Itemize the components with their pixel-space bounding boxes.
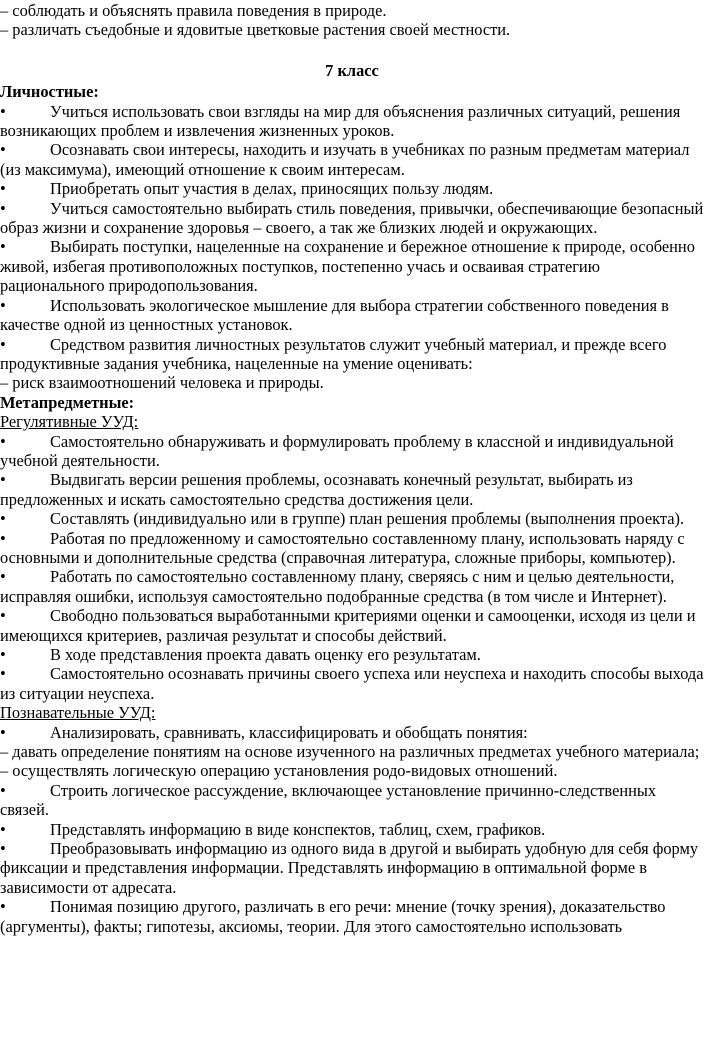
cognitive-heading: Познавательные УУД: [0,703,156,723]
bullet-icon: • [0,567,6,587]
list-item [0,897,704,936]
list-item [0,237,704,295]
bullet-icon: • [0,839,6,859]
dash-line: – давать определение понятиям на основе изученного на различных предметах учебного материала; [0,742,700,762]
bullet-icon: • [0,897,6,917]
list-item-text: Использовать экологическое мышление для выбора стратегии собственного поведения в качестве одной из ценностных установок. [0,295,669,335]
bullet-icon: • [0,664,6,684]
list-item-text: Анализировать, сравнивать, классифицировать и обобщать понятия: [50,722,528,742]
list-item [0,432,704,471]
list-item-text: Работая по предложенному и самостоятельно составленному плану, использовать наряду с основными и дополнительные средства (справочная литература, сложные приборы, компьютер). [0,528,685,567]
list-item [0,179,704,198]
bullet-icon: • [0,780,6,800]
list-item-text: Приобретать опыт участия в делах, приносящих пользу людям. [50,179,494,199]
list-item-text: Свободно пользоваться выработанными критериями оценки и самооценки, исходя из цели и имеющихся критериев, различая результат и способы действий. [0,606,696,645]
list-item-text: Учиться самостоятельно выбирать стиль поведения, привычки, обеспечивающие безопасный образ жизни и сохранение здоровья – своего, а так же близких людей и окружающих. [0,198,704,238]
bullet-icon: • [0,722,6,742]
list-item-text: Учиться использовать свои взгляды на мир для объяснения различных ситуаций, решения возникающих проблем и извлечения жизненных уроков. [0,101,681,141]
bullet-icon: • [0,528,6,548]
list-item [0,820,704,839]
intro-line: – различать съедобные и ядовитые цветковые растения своей местности. [0,20,511,40]
list-item-text: Составлять (индивидуально или в группе) план решения проблемы (выполнения проекта). [50,509,685,529]
list-item [0,199,704,238]
intro-line: – соблюдать и объяснять правила поведения в природе. [0,1,387,20]
list-item [0,645,704,664]
bullet-icon: • [0,295,6,315]
list-item-text: Средством развития личностных результатов служит учебный материал, и прежде всего продуктивные задания учебника, нацеленные на умение оценивать: [0,334,667,373]
list-item [0,664,704,703]
bullet-icon: • [0,431,6,451]
list-item-text: Самостоятельно осознавать причины своего успеха или неуспеха и находить способы выхода из ситуации неуспеха. [0,664,704,703]
personal-tail: – риск взаимоотношений человека и природы. [0,373,324,393]
list-item [0,781,704,820]
bullet-icon: • [0,140,6,160]
bullet-icon: • [0,198,6,218]
list-item-text: Строить логическое рассуждение, включающее установление причинно-следственных связей. [0,780,657,820]
list-item-text: Выдвигать версии решения проблемы, осознавать конечный результат, выбирать из предложенных и искать самостоятельно средства достижения цели. [0,470,633,509]
bullet-icon: • [0,509,6,529]
list-item-text: Выбирать поступки, нацеленные на сохранение и бережное отношение к природе, особенно живой, избегая противоположных поступков, постепенно учась и осваивая стратегию рационального природопользования. [0,237,695,296]
list-item-text: Работать по самостоятельно составленному плану, сверяясь с ним и целью деятельности, исправляя ошибки, используя самостоятельно подобранные средства (в том числе и Интернет). [0,567,675,606]
bullet-icon: • [0,470,6,490]
list-item [0,606,704,645]
list-item [0,567,704,606]
bullet-icon: • [0,237,6,257]
bullet-icon: • [0,606,6,626]
list-item-text: Представлять информацию в виде конспектов, таблиц, схем, графиков. [50,819,546,839]
list-item-text: В ходе представления проекта давать оценку его результатам. [50,645,481,664]
list-item [0,140,704,179]
list-item-text: Понимая позицию другого, различать в его речи: мнение (точку зрения), доказательство (аргументы), факты; гипотезы, аксиомы, теории. Для этого самостоятельно использовать [0,897,666,936]
list-item [0,509,704,528]
list-item [0,723,704,742]
bullet-icon: • [0,101,6,121]
list-item [0,529,704,568]
dash-line: – осуществлять логическую операцию установления родо-видовых отношений. [0,761,558,781]
meta-heading: Метапредметные: [0,392,135,412]
list-item [0,839,704,897]
personal-heading: Личностные: [0,82,99,102]
list-item [0,470,704,509]
list-item [0,102,704,141]
list-item-text: Осознавать свои интересы, находить и изучать в учебниках по разным предметам материал (из максимума), имеющий отношение к своим интересам. [0,140,690,179]
bullet-icon: • [0,334,6,354]
list-item-text: Преобразовывать информацию из одного вида в другой и выбирать удобную для себя форму фиксации и представления информации. Представлять информацию в оптимальной форме в зависимости от адресата. [0,839,699,897]
list-item [0,335,704,374]
bullet-icon: • [0,179,6,199]
bullet-icon: • [0,819,6,839]
list-item [0,296,704,335]
grade-heading: 7 класс [325,60,379,80]
regulative-heading: Регулятивные УУД: [0,412,139,432]
bullet-icon: • [0,645,6,664]
list-item-text: Самостоятельно обнаруживать и формулировать проблему в классной и индивидуальной учебной деятельности. [0,431,674,470]
